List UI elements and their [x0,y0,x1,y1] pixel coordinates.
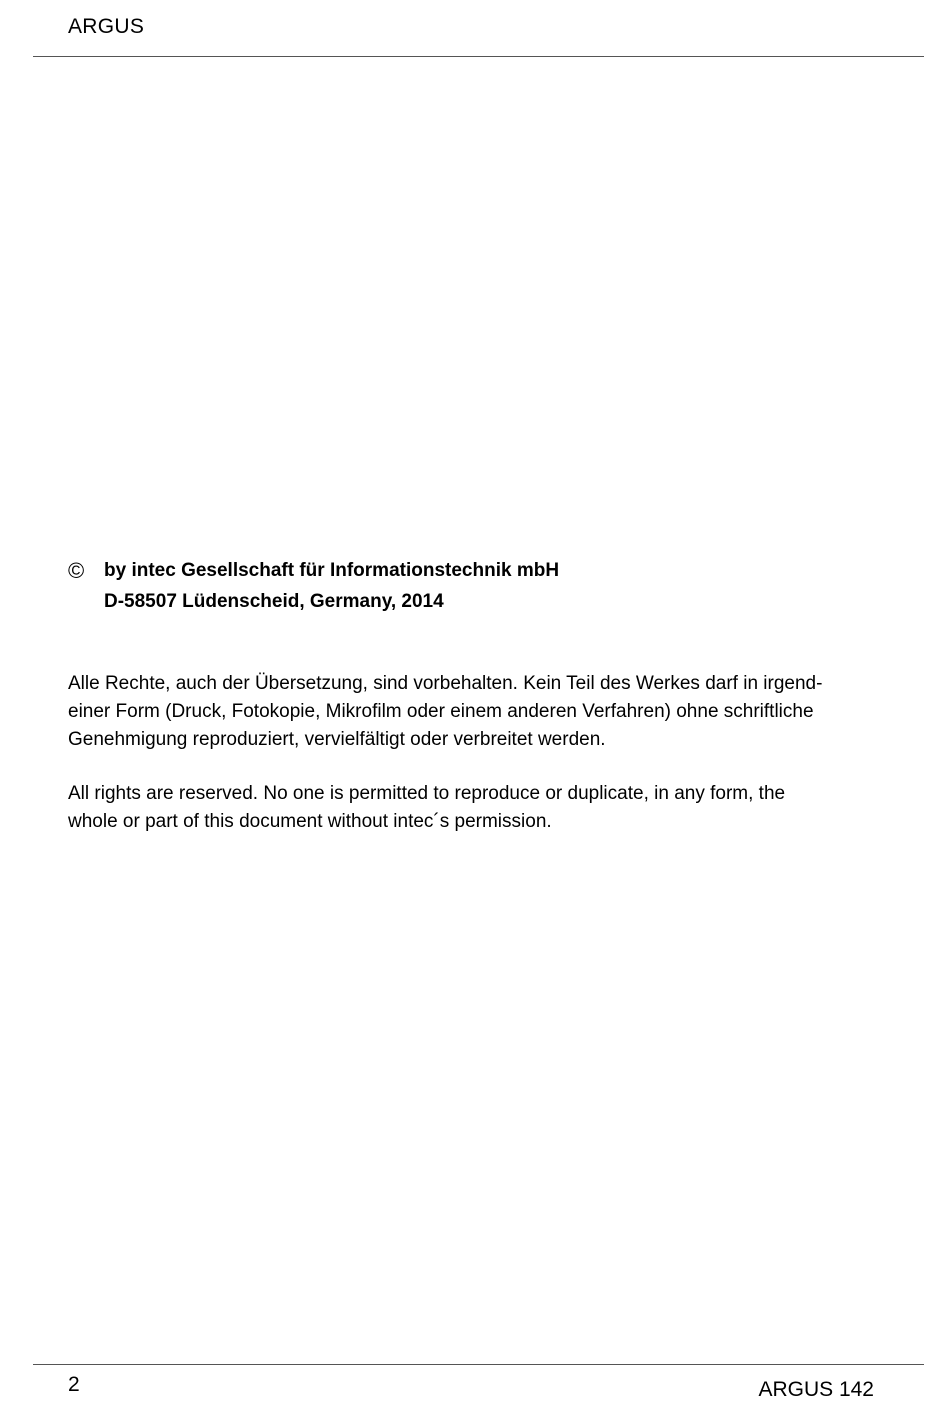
german-rights-notice [68,670,888,754]
german-notice-line: einer Form (Druck, Fotokopie, Mikrofilm oder einem anderen Verfahren) ohne schriftliche [68,701,814,722]
footer-divider [33,1364,924,1365]
header-divider [33,56,924,57]
english-notice-line: All rights are reserved. No one is permitted to reproduce or duplicate, in any form, the [68,783,786,804]
german-notice-line: Genehmigung reproduziert, vervielfältigt oder verbreitet werden. [68,729,606,750]
footer-title: ARGUS 142 [758,1378,874,1401]
page-number: 2 [68,1373,80,1396]
copyright-company: by intec Gesellschaft für Informationstechnik mbH [104,560,560,581]
copyright-icon: © [68,558,85,583]
english-notice-line: whole or part of this document without intec´s permission. [68,811,552,832]
english-rights-notice [68,780,888,836]
copyright-address: D-58507 Lüdenscheid, Germany, 2014 [104,591,444,612]
header-title: ARGUS [68,15,145,38]
german-notice-line: Alle Rechte, auch der Übersetzung, sind vorbehalten. Kein Teil des Werkes darf in irgend- [68,673,823,694]
